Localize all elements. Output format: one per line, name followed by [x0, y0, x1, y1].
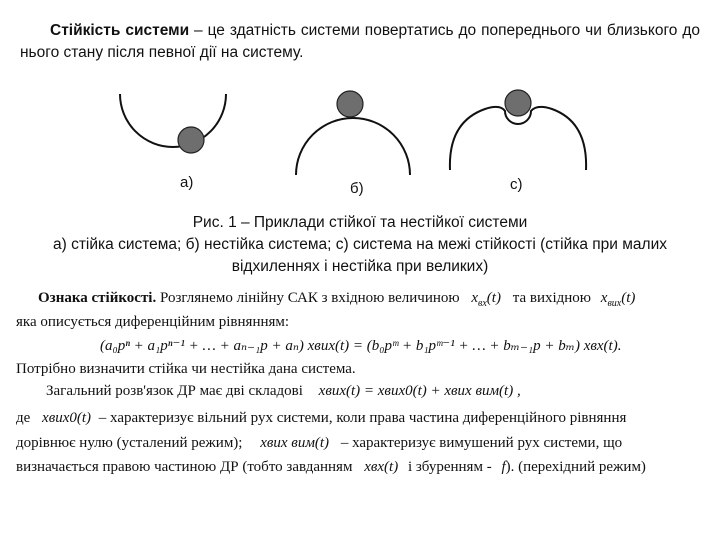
- text-line-5: [16, 410, 626, 427]
- var-x-in: [471, 290, 501, 309]
- text-line-7: [16, 459, 646, 476]
- text-span: дорівнює нулю (усталений режим);: [16, 435, 243, 451]
- subscript: вих: [607, 298, 622, 309]
- definition-text: – це здатність системи повертатись до попереднього чи близького до нього стану після певної дії на систему.: [20, 22, 700, 61]
- differential-equation: (a₀pⁿ + a₁pⁿ⁻¹ + … + aₙ₋₁p + aₙ) xвих(t) = (b₀pᵐ + b₁pᵐ⁻¹ + … + bₘ₋₁p + bₘ) xвх(t).: [100, 338, 622, 354]
- general-solution: xвих(t) = xвих0(t) + xвих вим(t) ,: [318, 383, 521, 399]
- subscript: вх: [478, 298, 487, 309]
- stability-figure: [0, 60, 720, 200]
- arg: (t): [486, 290, 501, 306]
- var-setpoint: xвх(t): [364, 459, 399, 475]
- ball: [337, 91, 363, 117]
- text-span: Загальний розв'язок ДР має дві складові: [46, 383, 303, 399]
- text-line-6: [16, 435, 622, 452]
- diagram-stable: [120, 94, 226, 153]
- ball: [505, 90, 531, 116]
- definition-paragraph: [20, 20, 700, 64]
- caption-line2: а) стійка система; б) нестійка система; с) система на межі стійкості (стійка при малих відхиленнях і нестійка при великих): [52, 236, 667, 275]
- text-span: ). (перехідний режим): [505, 459, 646, 475]
- var-disturbance: f: [501, 459, 506, 475]
- text-span: і збуренням -: [407, 459, 492, 475]
- hill-curve: [296, 118, 410, 175]
- arg: (t): [621, 290, 636, 306]
- label-a: а): [180, 174, 194, 191]
- ball: [178, 127, 204, 153]
- var-free-motion: xвих0(t): [42, 410, 92, 426]
- text-line-3: Потрібно визначити стійка чи нестійка дана система.: [16, 361, 356, 377]
- diagram-marginal: [450, 90, 586, 170]
- stability-diagrams: [0, 60, 720, 200]
- text-span: визначається правою частиною ДР (тобто завданням: [16, 459, 353, 475]
- text-span: – характеризує вільний рух системи, коли права частина диференційного рівняння: [98, 410, 627, 426]
- text-line-2: яка описується диференційним рівнянням:: [16, 314, 290, 330]
- label-b: б): [350, 180, 364, 197]
- var-x-out: [600, 290, 636, 309]
- var-forced-motion: xвих вим(t): [260, 435, 330, 451]
- text-line-1: [38, 290, 635, 309]
- text-span: та вихідною: [512, 290, 592, 306]
- figure-caption: [40, 212, 680, 278]
- diagram-unstable: [296, 91, 410, 175]
- var: x: [471, 290, 479, 306]
- text-span: – характеризує вимушений рух системи, що: [340, 435, 623, 451]
- term-stability: Стійкість системи: [50, 22, 190, 39]
- text-span: де: [16, 410, 31, 426]
- text-span: Розглянемо лінійну САК з вхідною величиною: [156, 290, 460, 306]
- var: x: [600, 290, 608, 306]
- label-c: с): [510, 176, 523, 193]
- text-line-4: [46, 383, 521, 400]
- caption-line1: Рис. 1 – Приклади стійкої та нестійкої системи: [192, 214, 528, 231]
- stability-criterion-heading: Ознака стійкості.: [38, 290, 157, 306]
- bowl-curve: [120, 94, 226, 147]
